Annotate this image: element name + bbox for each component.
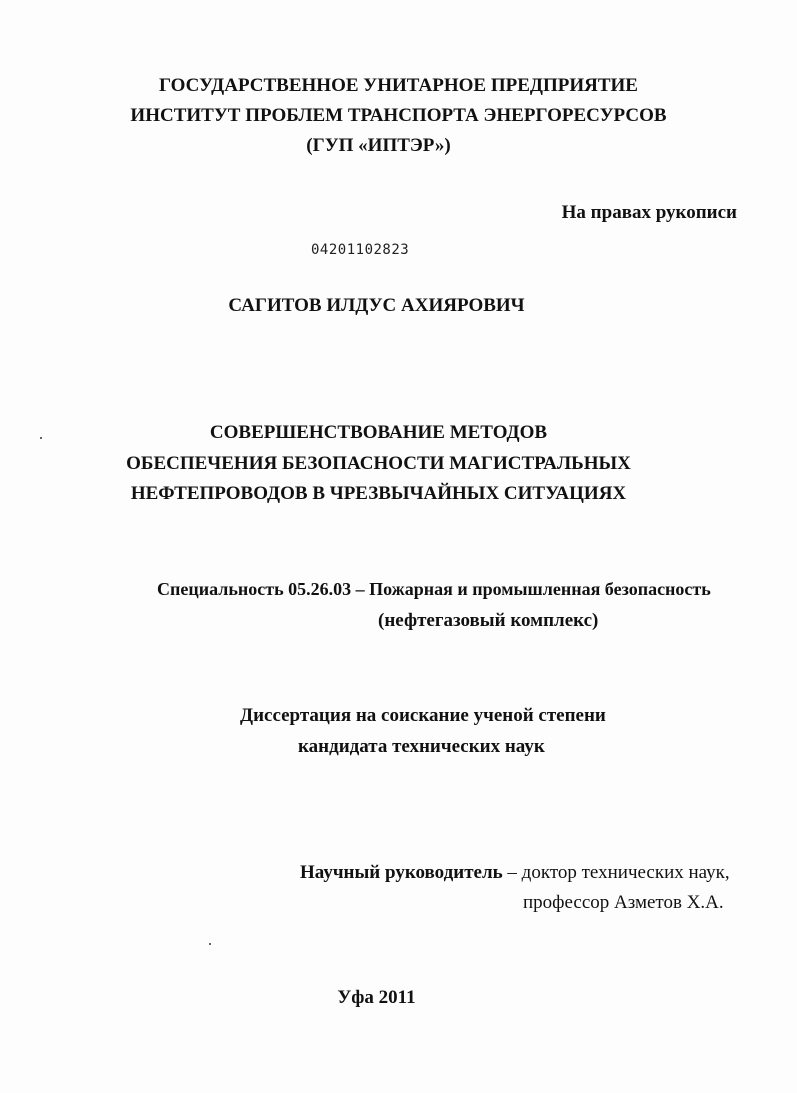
- org-name-line-2: ИНСТИТУТ ПРОБЛЕМ ТРАНСПОРТА ЭНЕРГОРЕСУРСОВ: [130, 105, 667, 126]
- author-name: САГИТОВ ИЛДУС АХИЯРОВИЧ: [228, 295, 525, 316]
- scan-speck: [209, 943, 211, 945]
- dissertation-title-line-1: СОВЕРШЕНСТВОВАНИЕ МЕТОДОВ: [209, 422, 548, 443]
- org-abbreviation: (ГУП «ИПТЭР»): [306, 135, 451, 156]
- supervisor-label: Научный руководитель: [300, 862, 503, 883]
- degree-line-2: кандидата технических наук: [298, 736, 545, 757]
- supervisor-dash: –: [502, 862, 522, 883]
- supervisor-name: профессор Азметов Х.А.: [523, 892, 724, 913]
- registration-number: 04201102823: [311, 242, 410, 258]
- specialty-line-2: (нефтегазовый комплекс): [378, 610, 599, 631]
- org-name-line-1: ГОСУДАРСТВЕННОЕ УНИТАРНОЕ ПРЕДПРИЯТИЕ: [159, 75, 638, 96]
- dissertation-title-line-2: ОБЕСПЕЧЕНИЯ БЕЗОПАСНОСТИ МАГИСТРАЛЬНЫХ: [126, 453, 631, 474]
- scan-speck: [40, 437, 42, 439]
- supervisor-line: [300, 861, 730, 885]
- dissertation-title-line-3: НЕФТЕПРОВОДОВ В ЧРЕЗВЫЧАЙНЫХ СИТУАЦИЯХ: [130, 483, 627, 504]
- place-and-year: Уфа 2011: [337, 987, 416, 1008]
- specialty-line-1: Специальность 05.26.03 – Пожарная и промышленная безопасность: [157, 579, 711, 599]
- rights-note: На правах рукописи: [561, 202, 737, 223]
- supervisor-title: доктор технических наук,: [521, 862, 730, 883]
- degree-line-1: Диссертация на соискание ученой степени: [240, 705, 606, 726]
